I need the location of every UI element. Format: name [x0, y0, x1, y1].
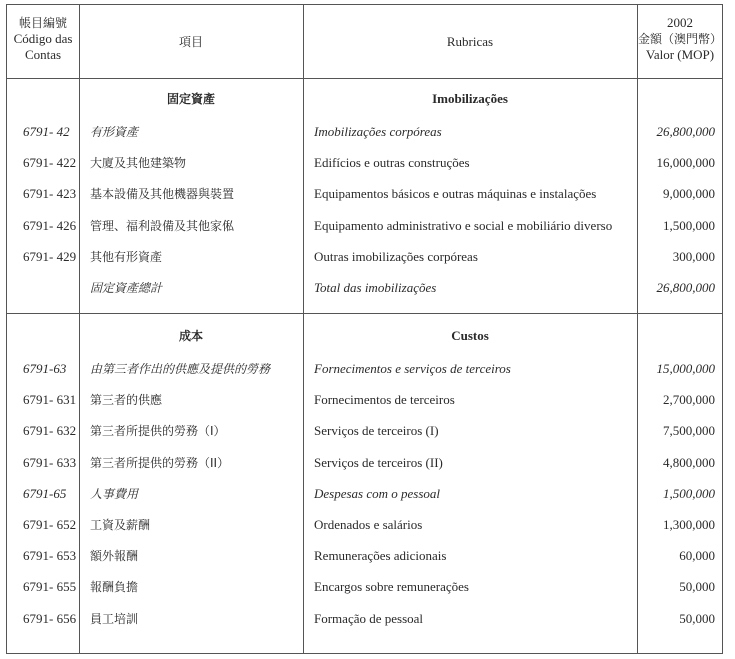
row-item-zh: 額外報酬: [90, 549, 139, 563]
row-item-zh: 其他有形資產: [90, 250, 163, 264]
budget-table: [6, 4, 723, 654]
row-item-zh: 管理、福利設備及其他家俬: [90, 219, 235, 233]
row-value: 1,500,000: [663, 486, 715, 501]
row-value: 26,800,000: [656, 280, 715, 295]
section-divider: [7, 313, 722, 314]
header-year: 2002: [667, 15, 693, 30]
header-value-pt: Valor (MOP): [645, 47, 715, 62]
row-rubric: Imobilizações corpóreas: [314, 124, 442, 139]
row-value: 50,000: [679, 611, 715, 626]
row-item-zh: 工資及薪酬: [90, 518, 151, 532]
row-rubric: Fornecimentos e serviços de terceiros: [314, 361, 511, 376]
row-value: 9,000,000: [663, 186, 715, 201]
row-code: 6791-63: [23, 361, 67, 376]
row-item-zh: 有形資產: [90, 125, 139, 139]
row-value: 1,300,000: [663, 517, 715, 532]
row-code: 6791- 632: [23, 423, 77, 438]
row-value: 7,500,000: [663, 423, 715, 438]
header-item-zh: 項目: [178, 35, 203, 49]
row-item-zh: 第三者所提供的勞務（II）: [90, 456, 230, 470]
row-rubric: Fornecimentos de terceiros: [314, 392, 455, 407]
row-value: 16,000,000: [656, 155, 715, 170]
section-title-zh: 成本: [178, 329, 203, 343]
row-rubric: Serviços de terceiros (I): [314, 423, 439, 438]
row-code: 6791- 655: [23, 579, 77, 594]
row-item-zh: 由第三者作出的供應及提供的勞務: [90, 362, 271, 376]
header-code: [7, 15, 79, 63]
row-value: 60,000: [679, 548, 715, 563]
row-item-zh: 員工培訓: [90, 612, 139, 626]
row-code: 6791- 652: [23, 517, 77, 532]
row-value: 1,500,000: [663, 218, 715, 233]
row-rubric: Edifícios e outras construções: [314, 155, 470, 170]
row-code: 6791- 656: [23, 611, 77, 626]
row-rubric: Encargos sobre remunerações: [314, 579, 469, 594]
row-value: 50,000: [679, 579, 715, 594]
row-code: 6791- 653: [23, 548, 77, 563]
row-rubric: Remunerações adicionais: [314, 548, 447, 563]
row-value: 2,700,000: [663, 392, 715, 407]
row-item-zh: 大廈及其他建築物: [90, 156, 187, 170]
row-item-zh: 第三者所提供的勞務（I）: [90, 424, 226, 438]
header-amount-zh: 金額（澳門幣）: [637, 32, 722, 46]
header-divider: [7, 78, 722, 79]
row-code: 6791- 633: [23, 455, 77, 470]
row-rubric: Equipamento administrativo e social e mobiliário diverso: [314, 218, 613, 233]
header-code-zh: 帳目編號: [18, 16, 67, 30]
row-rubric: Serviços de terceiros (II): [314, 455, 443, 470]
row-value: 15,000,000: [656, 361, 715, 376]
row-code: 6791- 422: [23, 155, 77, 170]
row-item-zh: 報酬負擔: [90, 580, 139, 594]
row-rubric: Formação de pessoal: [314, 611, 424, 626]
row-item-zh: 第三者的供應: [90, 393, 163, 407]
row-value: 4,800,000: [663, 455, 715, 470]
row-value: 26,800,000: [656, 124, 715, 139]
row-code: 6791-65: [23, 486, 67, 501]
row-item-zh: 基本設備及其他機器與裝置: [90, 187, 235, 201]
row-rubric: Outras imobilizações corpóreas: [314, 249, 478, 264]
row-value: 300,000: [672, 249, 715, 264]
row-rubric: Ordenados e salários: [314, 517, 423, 532]
row-rubric: Total das imobilizações: [314, 280, 437, 295]
row-code: 6791- 631: [23, 392, 77, 407]
row-code: 6791- 423: [23, 186, 77, 201]
section-title-pt: Imobilizações: [432, 91, 508, 106]
row-rubric: Equipamentos básicos e outras máquinas e instalações: [314, 186, 597, 201]
column-divider: [637, 5, 638, 653]
row-code: 6791- 42: [23, 124, 70, 139]
row-code: 6791- 426: [23, 218, 77, 233]
section-title-zh: 固定資產: [166, 92, 215, 106]
header-code-pt2: Contas: [24, 47, 62, 62]
row-code: 6791- 429: [23, 249, 77, 264]
row-item-zh: 固定資產總計: [90, 281, 163, 295]
row-rubric: Despesas com o pessoal: [314, 486, 441, 501]
header-value: [637, 15, 723, 63]
header-code-pt1: Código das: [13, 31, 73, 46]
header-rubrics: Rubricas: [446, 34, 494, 49]
section-title-pt: Custos: [451, 328, 489, 343]
row-item-zh: 人事費用: [90, 487, 139, 501]
